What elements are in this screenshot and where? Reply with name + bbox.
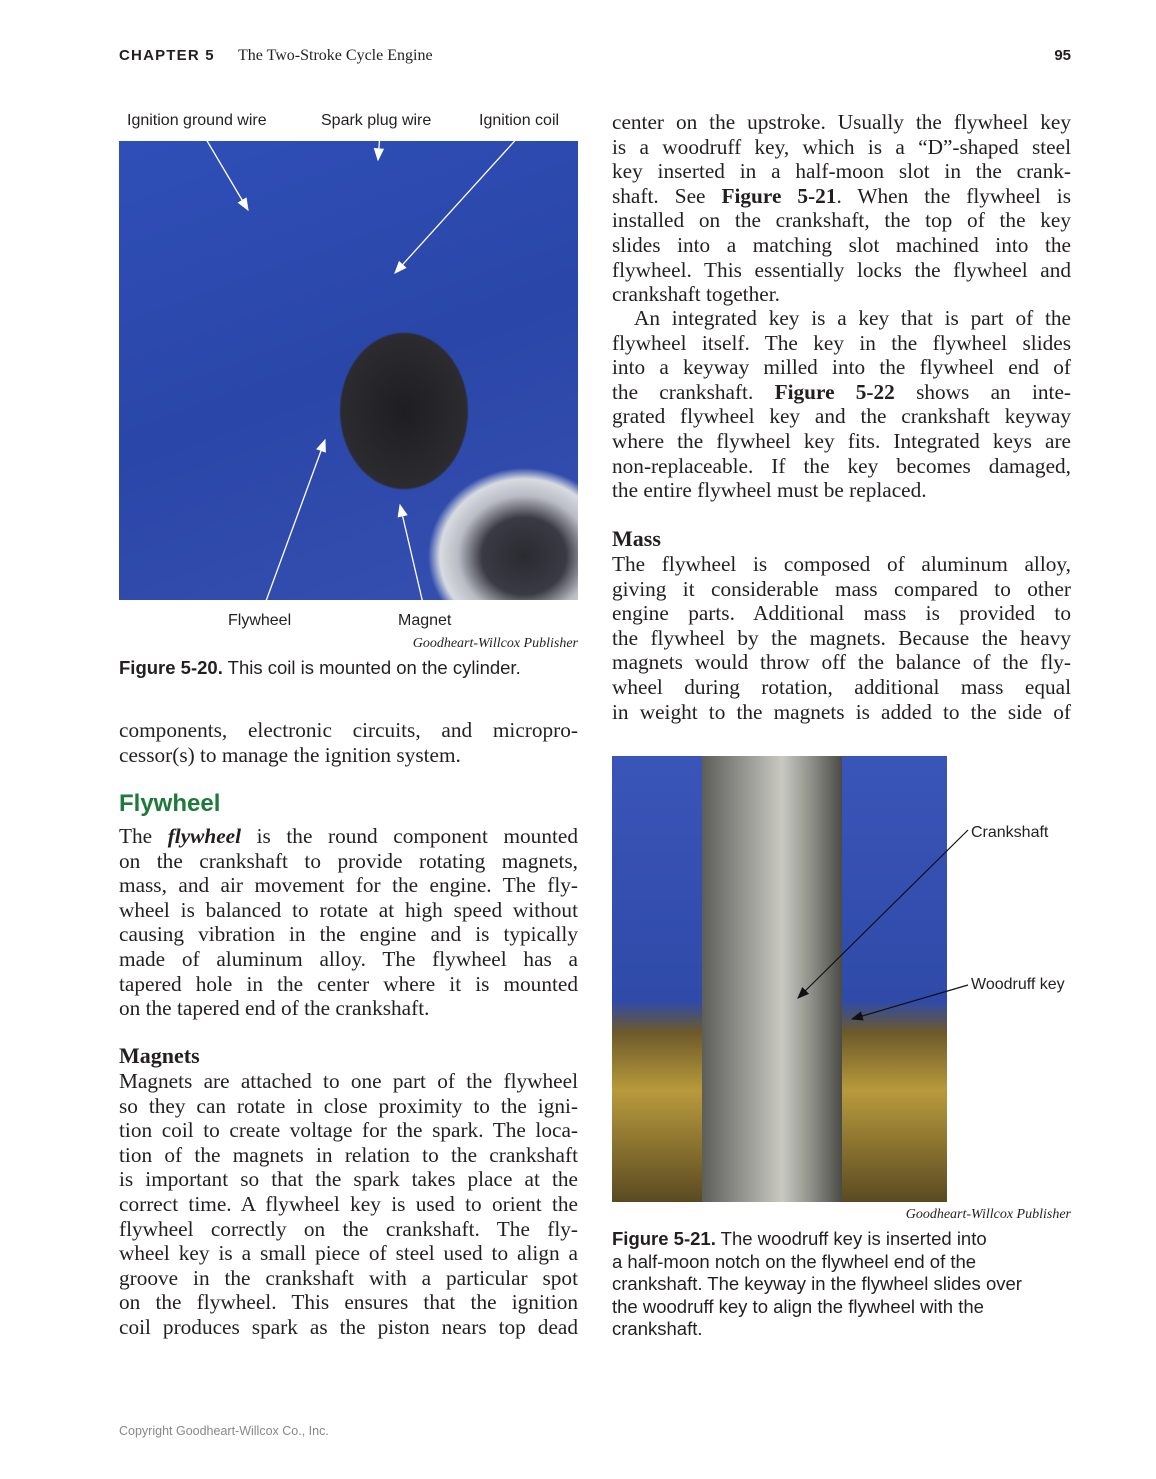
text-line: groove in the crankshaft with a particular spot xyxy=(119,1265,578,1290)
text-line: the entire flywheel must be replaced. xyxy=(612,478,927,503)
text-segment: is the round component mounted xyxy=(241,824,578,848)
text-segment: shaft. See xyxy=(612,183,722,208)
arrow-ignition-ground-wire xyxy=(203,134,248,210)
figure-credit: Goodheart-Willcox Publisher xyxy=(905,1207,1071,1222)
label-flywheel: Flywheel xyxy=(228,612,292,629)
text-line: coil produces spark as the piston nears top dead xyxy=(119,1314,578,1339)
text-line: cessor(s) to manage the ignition system. xyxy=(119,742,461,767)
text-segment: the crankshaft. xyxy=(612,379,775,404)
arrow-ignition-coil xyxy=(395,134,521,273)
text-line xyxy=(119,824,578,849)
chapter-title: The Two-Stroke Cycle Engine xyxy=(238,47,433,64)
text-line: mass, and air movement for the engine. The fly- xyxy=(119,873,578,898)
section-heading-flywheel: Flywheel xyxy=(119,790,221,817)
caption-text: crankshaft. xyxy=(612,1318,703,1340)
label-magnet: Magnet xyxy=(398,612,452,629)
text-line: on the flywheel. This ensures that the ignition xyxy=(119,1290,578,1315)
text-line: where the flywheel key fits. Integrated keys are xyxy=(612,428,1071,453)
subsection-heading-mass: Mass xyxy=(612,526,661,551)
label-spark-plug-wire: Spark plug wire xyxy=(321,112,432,129)
paragraph xyxy=(612,306,1071,503)
text-line: into a keyway milled into the flywheel end of xyxy=(612,355,1071,380)
caption-text: This coil is mounted on the cylinder. xyxy=(222,657,521,678)
text-segment: . When the flywheel is xyxy=(836,183,1071,208)
text-line: flywheel. This essentially locks the flywheel and xyxy=(612,257,1071,282)
text-line: crankshaft together. xyxy=(612,282,780,307)
text-line: causing vibration in the engine and is typically xyxy=(119,922,578,947)
text-line: grated flywheel key and the crankshaft keyway xyxy=(612,404,1071,429)
text-segment: shows an inte- xyxy=(894,379,1072,404)
text-line: flywheel correctly on the crankshaft. The fly- xyxy=(119,1216,578,1241)
text-line: tapered hole in the center where it is mounted xyxy=(119,971,578,996)
paragraph xyxy=(119,824,578,1021)
emphasized-text: Figure 5-21 xyxy=(721,183,837,208)
paragraph xyxy=(119,1069,578,1340)
text-line: magnets would throw off the balance of the fly- xyxy=(612,650,1071,675)
text-line: Magnets are attached to one part of the flywheel xyxy=(119,1069,578,1093)
text-line: giving it considerable mass compared to other xyxy=(612,576,1071,601)
text-line: non-replaceable. If the key becomes damaged, xyxy=(612,453,1071,478)
chapter-label: CHAPTER 5 xyxy=(119,47,215,64)
text-line: An integrated key is a key that is part of the xyxy=(634,306,1071,330)
paragraph xyxy=(119,718,578,767)
label-ignition-coil: Ignition coil xyxy=(479,112,560,129)
figure-number: Figure 5-21. xyxy=(612,1228,716,1249)
emphasized-text: Figure 5-22 xyxy=(774,379,895,404)
figure-number: Figure 5-20. xyxy=(119,657,223,678)
text-line: so they can rotate in close proximity to the igni- xyxy=(119,1093,578,1118)
text-line: installed on the crankshaft, the top of the key xyxy=(612,208,1071,233)
text-line: flywheel itself. The key in the flywheel slides xyxy=(612,330,1071,355)
text-line: components, electronic circuits, and micropro- xyxy=(119,718,578,742)
text-line xyxy=(612,380,1071,405)
caption-text: the woodruff key to align the flywheel with the xyxy=(612,1295,984,1317)
paragraph xyxy=(612,552,1071,724)
paragraph xyxy=(612,110,1071,307)
text-line: the flywheel by the magnets. Because the heavy xyxy=(612,625,1071,650)
text-line: key inserted in a half-moon slot in the crank- xyxy=(612,159,1071,184)
text-line: wheel during rotation, additional mass equal xyxy=(612,674,1071,699)
label-crankshaft: Crankshaft xyxy=(971,824,1049,841)
arrow-magnet xyxy=(400,505,425,612)
text-line: engine parts. Additional mass is provided to xyxy=(612,601,1071,626)
text-line: on the crankshaft to provide rotating magnets, xyxy=(119,848,578,873)
arrow-crankshaft xyxy=(798,830,968,998)
text-line: is a woodruff key, which is a “D”-shaped steel xyxy=(612,134,1071,159)
text-segment: The xyxy=(119,824,168,848)
figure-credit: Goodheart-Willcox Publisher xyxy=(412,636,578,651)
text-line: tion coil to create voltage for the spark. The loca- xyxy=(119,1118,578,1143)
text-line: is important so that the spark takes place at the xyxy=(119,1167,578,1192)
subsection-heading-magnets: Magnets xyxy=(119,1043,200,1068)
text-line: in weight to the magnets is added to the side of xyxy=(612,699,1071,724)
copyright-footer: Copyright Goodheart-Willcox Co., Inc. xyxy=(119,1424,329,1438)
text-line: The flywheel is composed of aluminum alloy, xyxy=(612,552,1071,576)
text-line: on the tapered end of the crankshaft. xyxy=(119,996,430,1021)
caption-text: crankshaft. The keyway in the flywheel slides over xyxy=(612,1273,1022,1295)
text-line xyxy=(612,184,1071,209)
label-woodruff-key: Woodruff key xyxy=(971,976,1065,993)
emphasized-text: flywheel xyxy=(167,824,242,848)
arrow-woodruff-key xyxy=(852,985,968,1019)
page-number: 95 xyxy=(1054,47,1071,64)
arrow-spark-plug-wire xyxy=(378,134,380,160)
text-line: wheel is balanced to rotate at high speed without xyxy=(119,897,578,922)
caption-text: a half-moon notch on the flywheel end of the xyxy=(612,1250,977,1272)
text-line: wheel key is a small piece of steel used to align a xyxy=(119,1241,578,1266)
text-line: correct time. A flywheel key is used to orient the xyxy=(119,1191,578,1216)
text-line: tion of the magnets in relation to the crankshaft xyxy=(119,1142,578,1167)
caption-text: The woodruff key is inserted into xyxy=(715,1228,987,1249)
text-line: made of aluminum alloy. The flywheel has a xyxy=(119,946,578,971)
text-line: center on the upstroke. Usually the flywheel key xyxy=(612,110,1071,134)
arrow-flywheel xyxy=(262,440,325,612)
label-ignition-ground-wire: Ignition ground wire xyxy=(127,112,267,129)
text-line: slides into a matching slot machined into the xyxy=(612,232,1071,257)
